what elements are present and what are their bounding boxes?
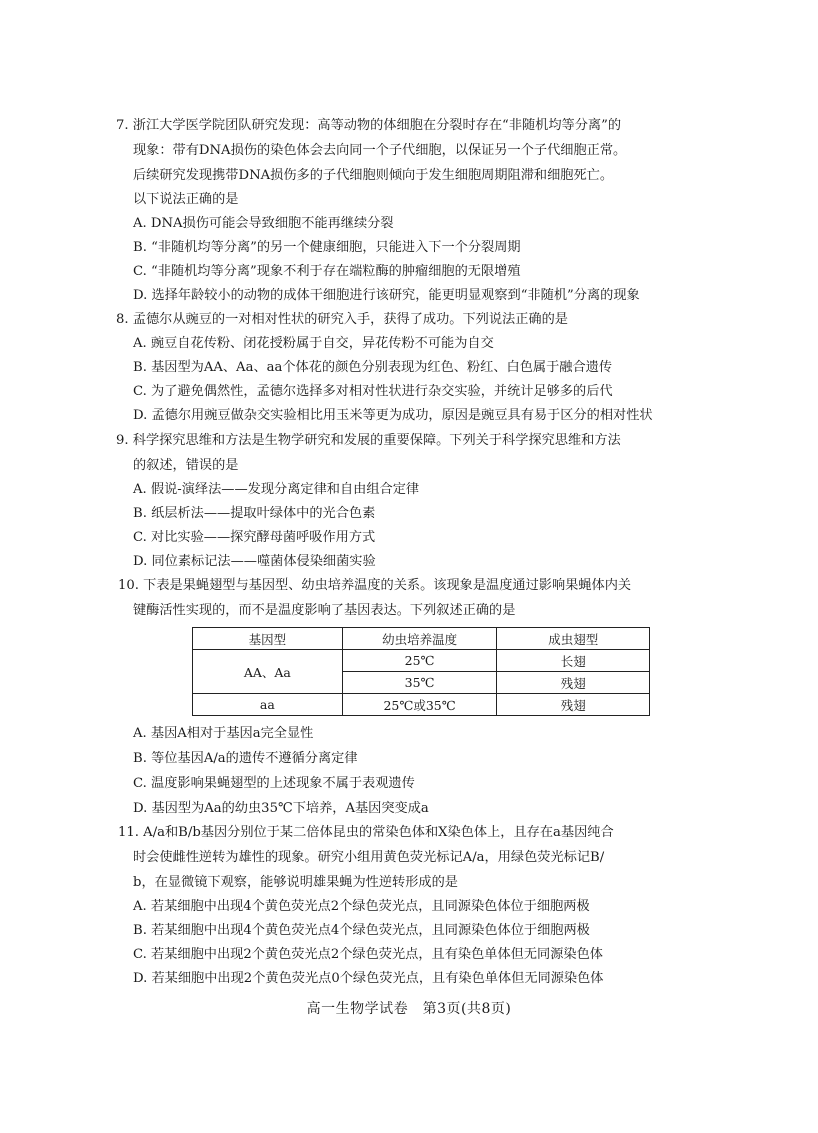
- q9-stem-line-1: 9. 科学探究思维和方法是生物学研究和发展的重要保障。下列关于科学探究思维和方法: [116, 433, 621, 448]
- table-header-row: [193, 628, 650, 650]
- q9-option-c: C. 对比实验——探究酵母菌呼吸作用方式: [133, 530, 376, 545]
- q10-stem-line-1: 10. 下表是果蝇翅型与基因型、幼虫培养温度的关系。该现象是温度通过影响果蝇体内关: [118, 578, 632, 593]
- q7-option-a: A. DNA损伤可能会导致细胞不能再继续分裂: [133, 216, 394, 231]
- q11-option-a: A. 若某细胞中出现4个黄色荧光点2个绿色荧光点，且同源染色体位于细胞两极: [133, 899, 590, 914]
- table-header-cell: 基因型: [193, 628, 343, 650]
- table-cell-genotype: aa: [193, 694, 343, 716]
- table-row: [193, 694, 650, 716]
- q8-option-a: A. 豌豆自花传粉、闭花授粉属于自交，异花传粉不可能为自交: [133, 336, 494, 351]
- q10-option-a: A. 基因A相对于基因a完全显性: [133, 726, 314, 741]
- q11-stem-line-1: 11. A/a和B/b基因分别位于某二倍体昆虫的常染色体和X染色体上，且存在a基因纯合: [118, 825, 614, 840]
- q7-stem-line-1: 7. 浙江大学医学院团队研究发现：高等动物的体细胞在分裂时存在“非随机均等分离”的: [116, 118, 622, 133]
- q7-option-c: C. “非随机均等分离”现象不利于存在端粒酶的肿瘤细胞的无限增殖: [133, 264, 521, 279]
- q7-option-d: D. 选择年龄较小的动物的成体干细胞进行该研究，能更明显观察到“非随机”分离的现象: [133, 288, 640, 303]
- q8-option-d: D. 孟德尔用豌豆做杂交实验相比用玉米等更为成功，原因是豌豆具有易于区分的相对性状: [133, 408, 653, 423]
- q9-option-b: B. 纸层析法——提取叶绿体中的光合色素: [133, 506, 376, 521]
- q8-option-b: B. 基因型为AA、Aa、aa个体花的颜色分别表现为红色、粉红、白色属于融合遗传: [133, 360, 613, 375]
- q8-option-c: C. 为了避免偶然性，孟德尔选择多对相对性状进行杂交实验，并统计足够多的后代: [133, 384, 613, 399]
- genotype-temperature-table: [192, 627, 650, 716]
- table-cell-temperature: 25℃或35℃: [342, 694, 497, 716]
- table-cell-wing: 长翅: [497, 650, 650, 672]
- q7-stem-line-3: 后续研究发现携带DNA损伤多的子代细胞则倾向于发生细胞周期阻滞和细胞死亡。: [133, 168, 614, 183]
- table-row: [193, 650, 650, 672]
- table-cell-temperature: 35℃: [342, 672, 497, 694]
- q11-stem-line-3: b，在显微镜下观察，能够说明雄果蝇为性逆转形成的是: [133, 875, 458, 890]
- q7-stem-line-2: 现象：带有DNA损伤的染色体会去向同一个子代细胞，以保证另一个子代细胞正常。: [133, 143, 627, 158]
- table-cell-temperature: 25℃: [342, 650, 497, 672]
- q10-option-b: B. 等位基因A/a的遗传不遵循分离定律: [133, 751, 358, 766]
- q10-option-d: D. 基因型为Aa的幼虫35℃下培养，A基因突变成a: [133, 801, 429, 816]
- table-cell-genotype: AA、Aa: [193, 650, 343, 694]
- q9-option-a: A. 假说-演绎法——发现分离定律和自由组合定律: [133, 482, 420, 497]
- table-header-cell: 成虫翅型: [497, 628, 650, 650]
- page-footer: 高一生物学试卷 第3页(共8页): [306, 1001, 512, 1017]
- q9-stem-line-2: 的叙述，错误的是: [133, 458, 239, 473]
- table-cell-wing: 残翅: [497, 672, 650, 694]
- q7-stem-line-4: 以下说法正确的是: [133, 192, 239, 207]
- q9-option-d: D. 同位素标记法——噬菌体侵染细菌实验: [133, 554, 376, 569]
- table-header-cell: 幼虫培养温度: [342, 628, 497, 650]
- table-cell-wing: 残翅: [497, 694, 650, 716]
- q10-stem-line-2: 键酶活性实现的，而不是温度影响了基因表达。下列叙述正确的是: [133, 603, 516, 618]
- q11-stem-line-2: 时会使雌性逆转为雄性的现象。研究小组用黄色荧光标记A/a，用绿色荧光标记B/: [133, 850, 605, 865]
- q11-option-c: C. 若某细胞中出现2个黄色荧光点2个绿色荧光点，且有染色单体但无同源染色体: [133, 947, 603, 962]
- q11-option-b: B. 若某细胞中出现4个黄色荧光点4个绿色荧光点，且同源染色体位于细胞两极: [133, 923, 590, 938]
- q11-option-d: D. 若某细胞中出现2个黄色荧光点0个绿色荧光点，且有染色单体但无同源染色体: [133, 971, 604, 986]
- q10-option-c: C. 温度影响果蝇翅型的上述现象不属于表观遗传: [133, 776, 415, 791]
- q8-stem-line-1: 8. 孟德尔从豌豆的一对相对性状的研究入手，获得了成功。下列说法正确的是: [116, 312, 568, 327]
- q7-option-b: B. “非随机均等分离”的另一个健康细胞，只能进入下一个分裂周期: [133, 240, 521, 255]
